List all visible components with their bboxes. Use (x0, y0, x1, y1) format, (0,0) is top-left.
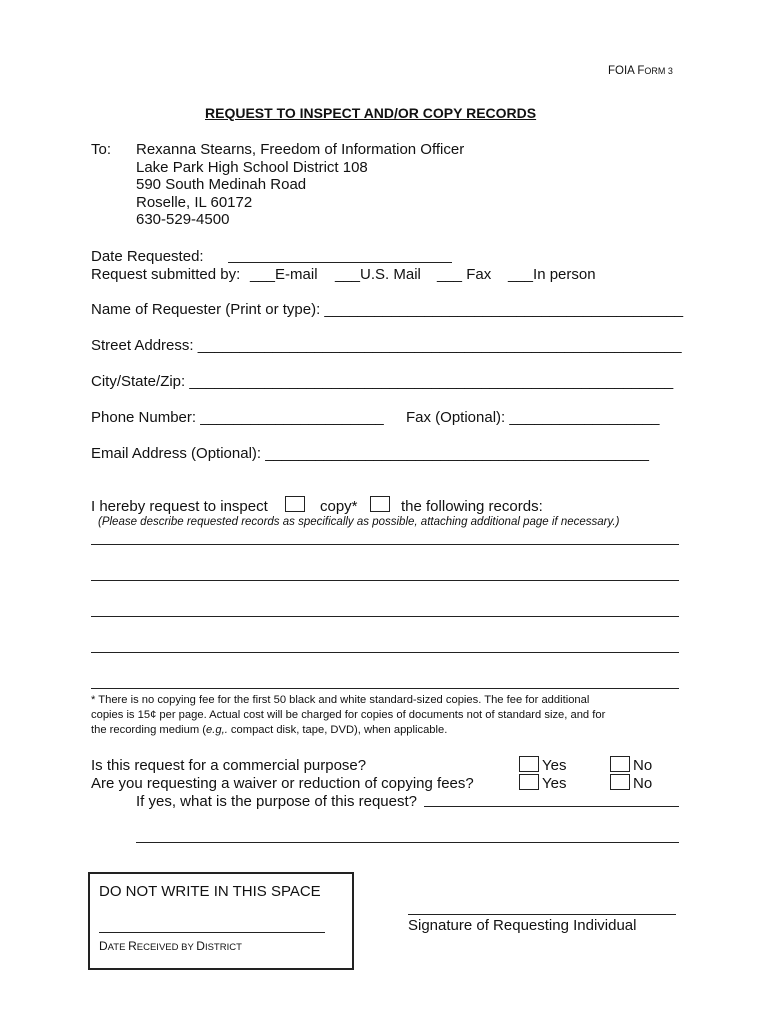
signature-field[interactable] (408, 914, 676, 915)
commercial-yes-checkbox[interactable] (519, 756, 539, 772)
option-us-mail[interactable]: ___U.S. Mail (335, 266, 421, 283)
office-use-title: DO NOT WRITE IN THIS SPACE (99, 883, 321, 900)
email-field[interactable]: Email Address (Optional): ______________________________________________ (91, 445, 649, 462)
waiver-question: Are you requesting a waiver or reduction of copying fees? (91, 775, 474, 792)
commercial-question: Is this request for a commercial purpose? (91, 757, 367, 774)
fax-field[interactable]: Fax (Optional): __________________ (406, 409, 660, 426)
option-in-person[interactable]: ___In person (508, 266, 596, 283)
records-description-line[interactable] (91, 652, 679, 653)
purpose-field[interactable] (424, 806, 679, 807)
commercial-no-checkbox[interactable] (610, 756, 630, 772)
recipient-line: Rexanna Stearns, Freedom of Information Officer (136, 141, 465, 158)
option-email[interactable]: ___E-mail (250, 266, 318, 283)
date-requested-field[interactable] (228, 262, 452, 263)
records-description-line[interactable] (91, 580, 679, 581)
commercial-no-label: No (633, 757, 653, 774)
waiver-no-checkbox[interactable] (610, 774, 630, 790)
records-description-line[interactable] (91, 688, 679, 689)
purpose-question: If yes, what is the purpose of this request? (136, 793, 417, 810)
recipient-line: Roselle, IL 60172 (136, 193, 253, 211)
page-title: REQUEST TO INSPECT AND/OR COPY RECORDS (205, 105, 537, 121)
fee-note-line: copies is 15¢ per page. Actual cost will be charged for copies of documents not of standard size, and for (91, 708, 606, 721)
request-inspect-label: I hereby request to inspect (91, 498, 268, 515)
city-state-zip-field[interactable]: City/State/Zip: __________________________________________________________ (91, 373, 674, 390)
street-address-field[interactable]: Street Address: __________________________________________________________ (91, 337, 682, 354)
recipient-line: 630-529-4500 (136, 211, 230, 228)
submitted-by-label: Request submitted by: (91, 266, 241, 283)
signature-label: Signature of Requesting Individual (408, 917, 637, 934)
office-use-box (88, 872, 354, 970)
records-description-line[interactable] (91, 616, 679, 617)
copying-fee-note (91, 693, 605, 737)
commercial-yes-label: Yes (542, 757, 567, 774)
date-received-label: DATE RECEIVED BY DISTRICT (99, 939, 242, 953)
recipient-line: 590 South Medinah Road (136, 176, 307, 193)
records-description-line[interactable] (91, 544, 679, 545)
purpose-field-continued[interactable] (136, 842, 679, 843)
recipient-line: Lake Park High School District 108 (136, 158, 368, 176)
recipient-address (136, 141, 464, 229)
date-requested-label: Date Requested: (91, 248, 204, 265)
fee-note-line: the recording medium (e.g,. compact disk, tape, DVD), when applicable. (91, 723, 448, 736)
inspect-checkbox[interactable] (285, 496, 305, 512)
date-received-field (99, 932, 325, 933)
phone-number-field[interactable]: Phone Number: ______________________ (91, 409, 384, 426)
request-suffix-label: the following records: (401, 498, 543, 515)
option-fax[interactable]: ___ Fax (437, 266, 492, 283)
waiver-yes-checkbox[interactable] (519, 774, 539, 790)
request-copy-label: copy* (320, 498, 358, 515)
requester-name-field[interactable]: Name of Requester (Print or type): ___________________________________________ (91, 301, 684, 318)
waiver-no-label: No (633, 775, 653, 792)
fee-note-line: * There is no copying fee for the first 50 black and white standard-sized copies. The fee for additional (91, 694, 590, 706)
copy-checkbox[interactable] (370, 496, 390, 512)
waiver-yes-label: Yes (542, 775, 567, 792)
form-id: FOIA FORM 3 (608, 65, 673, 77)
to-label: To: (91, 141, 112, 158)
request-instruction: (Please describe requested records as specifically as possible, attaching additional page if necessary.) (98, 516, 620, 528)
